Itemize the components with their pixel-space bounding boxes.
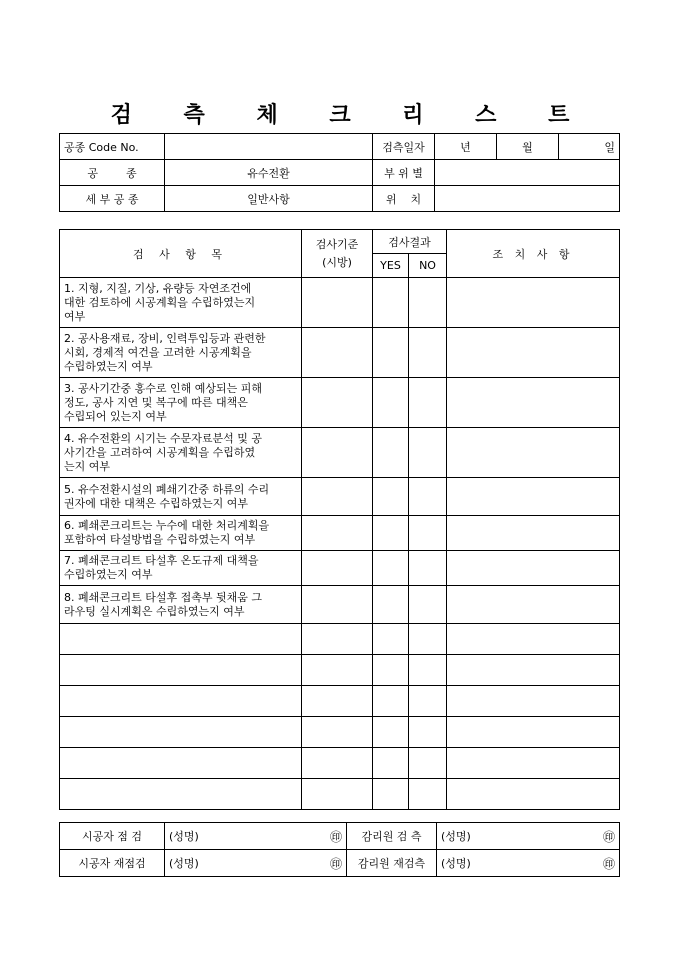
- checklist-action-cell[interactable]: [447, 779, 620, 810]
- col-action-header: 조 치 사 항: [447, 230, 620, 278]
- checklist-no-cell[interactable]: [409, 655, 447, 686]
- checklist-item-text: 2. 공사용재료, 장비, 인력투입등과 관련한 시회, 경제적 여건을 고려한 시공계획을 수립하였는지 여부: [60, 328, 302, 378]
- work-type-label: 공 종: [60, 160, 165, 186]
- col-yes-header: YES: [373, 254, 409, 278]
- name-placeholder: (성명): [441, 856, 471, 870]
- checklist-row: [60, 779, 620, 810]
- checklist-row: [60, 278, 620, 328]
- checklist-standard-cell[interactable]: [302, 586, 373, 624]
- inspect-date-label: 검측일자: [373, 134, 435, 160]
- checklist-yes-cell[interactable]: [373, 748, 409, 779]
- checklist-no-cell[interactable]: [409, 478, 447, 516]
- name-placeholder: (성명): [169, 856, 199, 870]
- col-standard-header: [302, 230, 373, 278]
- checklist-standard-cell[interactable]: [302, 478, 373, 516]
- checklist-item-text: [60, 624, 302, 655]
- position-value[interactable]: [435, 186, 620, 212]
- supervisor-inspect-sign[interactable]: [437, 823, 620, 850]
- checklist-row: [60, 428, 620, 478]
- checklist-standard-cell[interactable]: [302, 278, 373, 328]
- contractor-reinspect-sign[interactable]: [165, 850, 347, 877]
- checklist-yes-cell[interactable]: [373, 686, 409, 717]
- supervisor-reinspect-label: 감리원 재검측: [347, 850, 437, 877]
- seal-icon: ㊞: [602, 856, 615, 871]
- checklist-action-cell[interactable]: [447, 428, 620, 478]
- col-standard-line1: 검사기준: [315, 237, 359, 251]
- checklist-item-text: [60, 717, 302, 748]
- checklist-action-cell[interactable]: [447, 328, 620, 378]
- checklist-action-cell[interactable]: [447, 655, 620, 686]
- checklist-standard-cell[interactable]: [302, 516, 373, 551]
- checklist-no-cell[interactable]: [409, 586, 447, 624]
- checklist-standard-cell[interactable]: [302, 328, 373, 378]
- checklist-yes-cell[interactable]: [373, 328, 409, 378]
- sub-work-value[interactable]: 일반사항: [165, 186, 373, 212]
- checklist-action-cell[interactable]: [447, 748, 620, 779]
- checklist-standard-cell[interactable]: [302, 378, 373, 428]
- checklist-no-cell[interactable]: [409, 428, 447, 478]
- page-title: 검 측 체 크 리 스 트: [110, 102, 592, 128]
- contractor-inspect-sign[interactable]: [165, 823, 347, 850]
- checklist-yes-cell[interactable]: [373, 586, 409, 624]
- checklist-standard-cell[interactable]: [302, 655, 373, 686]
- checklist-no-cell[interactable]: [409, 278, 447, 328]
- checklist-standard-cell[interactable]: [302, 551, 373, 586]
- checklist-yes-cell[interactable]: [373, 551, 409, 586]
- checklist-no-cell[interactable]: [409, 551, 447, 586]
- work-code-value[interactable]: [165, 134, 373, 160]
- checklist-action-cell[interactable]: [447, 516, 620, 551]
- checklist-item-text: [60, 686, 302, 717]
- checklist-yes-cell[interactable]: [373, 378, 409, 428]
- supervisor-reinspect-sign[interactable]: [437, 850, 620, 877]
- checklist-yes-cell[interactable]: [373, 478, 409, 516]
- contractor-inspect-label: 시공자 점 검: [60, 823, 165, 850]
- position-label: 위 치: [373, 186, 435, 212]
- checklist-row: [60, 586, 620, 624]
- checklist-row: [60, 655, 620, 686]
- col-result-header: 검사결과: [373, 230, 447, 254]
- location-part-value[interactable]: [435, 160, 620, 186]
- col-item-header: 검 사 항 목: [60, 230, 302, 278]
- checklist-action-cell[interactable]: [447, 378, 620, 428]
- checklist-no-cell[interactable]: [409, 717, 447, 748]
- checklist-row: [60, 478, 620, 516]
- checklist-standard-cell[interactable]: [302, 748, 373, 779]
- col-standard-line2: (시방): [322, 255, 352, 269]
- checklist-no-cell[interactable]: [409, 516, 447, 551]
- checklist-item-text: 5. 유수전환시설의 폐쇄기간중 하류의 수리 권자에 대한 대책은 수립하였는지 여부: [60, 478, 302, 516]
- checklist-table: [59, 229, 620, 810]
- checklist-row: [60, 686, 620, 717]
- col-no-header: NO: [409, 254, 447, 278]
- checklist-yes-cell[interactable]: [373, 516, 409, 551]
- checklist-action-cell[interactable]: [447, 551, 620, 586]
- checklist-standard-cell[interactable]: [302, 624, 373, 655]
- seal-icon: ㊞: [602, 829, 615, 844]
- checklist-row: [60, 516, 620, 551]
- checklist-action-cell[interactable]: [447, 686, 620, 717]
- checklist-item-text: 3. 공사기간중 홍수로 인해 예상되는 피해 정도, 공사 지연 및 복구에 따른 대책은 수립되어 있는지 여부: [60, 378, 302, 428]
- checklist-action-cell[interactable]: [447, 478, 620, 516]
- checklist-row: [60, 378, 620, 428]
- checklist-item-text: [60, 748, 302, 779]
- checklist-yes-cell[interactable]: [373, 717, 409, 748]
- name-placeholder: (성명): [169, 829, 199, 843]
- checklist-yes-cell[interactable]: [373, 655, 409, 686]
- checklist-row: [60, 748, 620, 779]
- checklist-standard-cell[interactable]: [302, 428, 373, 478]
- checklist-item-text: 6. 폐쇄콘크리트는 누수에 대한 처리계획을 포함하여 타설방법을 수립하였는지 여부: [60, 516, 302, 551]
- seal-icon: ㊞: [329, 829, 342, 844]
- checklist-item-text: 1. 지형, 지질, 기상, 유량등 자연조건에 대한 검토하에 시공계획을 수립하였는지 여부: [60, 278, 302, 328]
- checklist-item-text: 7. 폐쇄콘크리트 타설후 온도규제 대책을 수립하였는지 여부: [60, 551, 302, 586]
- checklist-row: [60, 717, 620, 748]
- checklist-no-cell[interactable]: [409, 686, 447, 717]
- checklist-row: [60, 624, 620, 655]
- checklist-item-text: [60, 655, 302, 686]
- checklist-action-cell[interactable]: [447, 717, 620, 748]
- checklist-item-text: 4. 유수전환의 시기는 수문자료분석 및 공 사기간을 고려하여 시공계획을 수립하였 는지 여부: [60, 428, 302, 478]
- date-month[interactable]: 월: [497, 134, 559, 160]
- checklist-no-cell[interactable]: [409, 378, 447, 428]
- checklist-action-cell[interactable]: [447, 624, 620, 655]
- date-year[interactable]: 년: [435, 134, 497, 160]
- work-type-value[interactable]: 유수전환: [165, 160, 373, 186]
- checklist-yes-cell[interactable]: [373, 278, 409, 328]
- checklist-action-cell[interactable]: [447, 586, 620, 624]
- checklist-no-cell[interactable]: [409, 624, 447, 655]
- checklist-no-cell[interactable]: [409, 748, 447, 779]
- name-placeholder: (성명): [441, 829, 471, 843]
- checklist-standard-cell[interactable]: [302, 717, 373, 748]
- checklist-no-cell[interactable]: [409, 328, 447, 378]
- date-day[interactable]: 일: [559, 134, 620, 160]
- checklist-row: [60, 551, 620, 586]
- checklist-item-text: [60, 779, 302, 810]
- checklist-standard-cell[interactable]: [302, 779, 373, 810]
- checklist-row: [60, 328, 620, 378]
- header-table: [59, 133, 620, 212]
- seal-icon: ㊞: [329, 856, 342, 871]
- checklist-standard-cell[interactable]: [302, 686, 373, 717]
- location-part-label: 부 위 별: [373, 160, 435, 186]
- contractor-reinspect-label: 시공자 재점검: [60, 850, 165, 877]
- checklist-action-cell[interactable]: [447, 278, 620, 328]
- work-code-label: 공종 Code No.: [60, 134, 165, 160]
- supervisor-inspect-label: 감리원 검 측: [347, 823, 437, 850]
- checklist-yes-cell[interactable]: [373, 428, 409, 478]
- checklist-yes-cell[interactable]: [373, 779, 409, 810]
- checklist-no-cell[interactable]: [409, 779, 447, 810]
- checklist-item-text: 8. 폐쇄콘크리트 타설후 접촉부 뒷채움 그 라우팅 실시계획은 수립하였는지 여부: [60, 586, 302, 624]
- sub-work-label: 세 부 공 종: [60, 186, 165, 212]
- signature-table: [59, 822, 620, 877]
- checklist-yes-cell[interactable]: [373, 624, 409, 655]
